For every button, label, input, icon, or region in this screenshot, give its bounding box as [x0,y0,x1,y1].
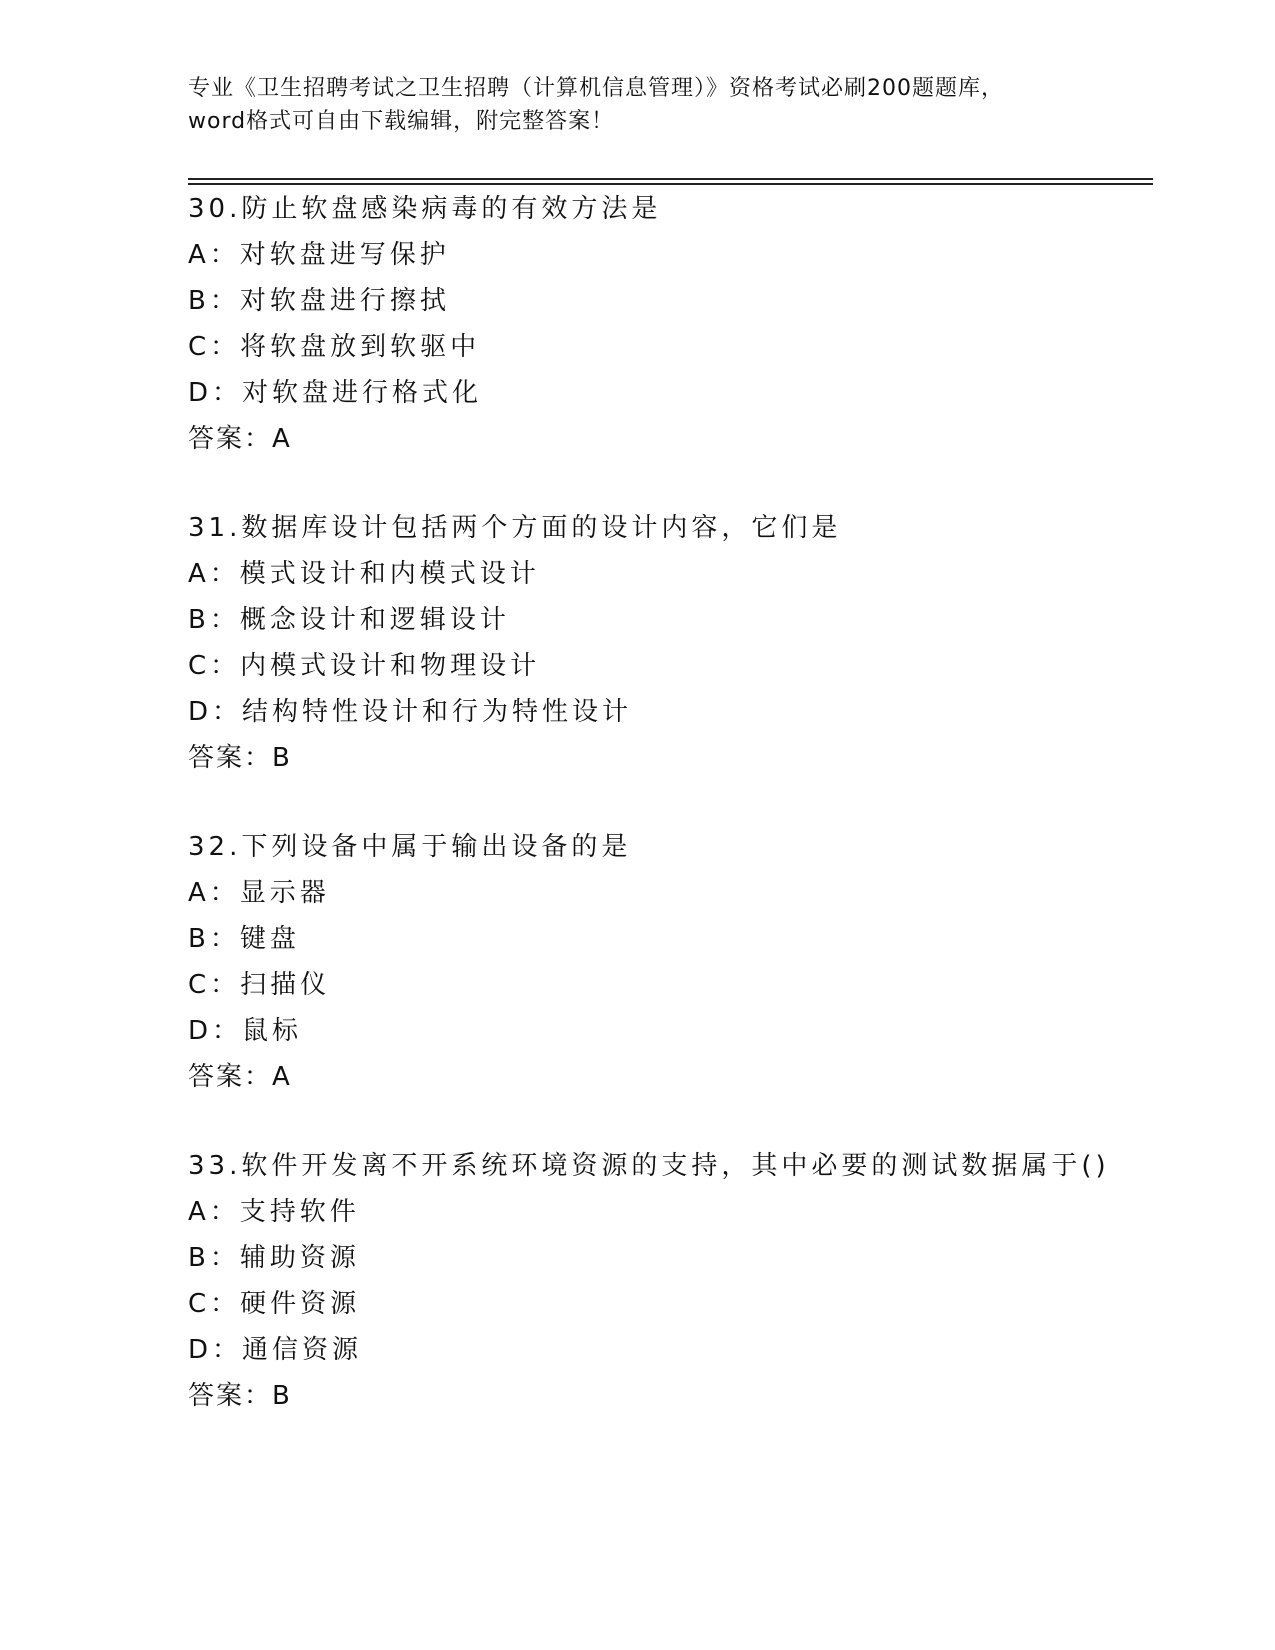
question-block [188,505,1188,781]
option-b: B：键盘 [188,924,300,954]
option-a: A：对软盘进写保护 [188,240,450,270]
question-block [188,186,1188,462]
header-line-2: word格式可自由下载编辑，附完整答案！ [188,109,615,134]
header-divider-top [188,178,1153,180]
option-a: A：模式设计和内模式设计 [188,559,540,589]
header-divider-bottom [188,183,1153,185]
option-b: B：对软盘进行擦拭 [188,286,450,316]
option-c: C：内模式设计和物理设计 [188,651,541,681]
question-stem: 33.软件开发离不开系统环境资源的支持，其中必要的测试数据属于() [188,1151,1110,1181]
option-b: B：概念设计和逻辑设计 [188,605,510,635]
option-d: D：对软盘进行格式化 [188,378,483,408]
option-d: D：鼠标 [188,1016,303,1046]
question-block [188,824,1188,1100]
question-stem: 32.下列设备中属于输出设备的是 [188,832,632,862]
option-a: A：显示器 [188,878,330,908]
question-block [188,1143,1188,1419]
option-b: B：辅助资源 [188,1243,360,1273]
option-d: D：通信资源 [188,1335,363,1365]
answer: 答案：B [188,743,292,773]
option-c: C：扫描仪 [188,970,331,1000]
answer: 答案：A [188,424,292,454]
document-header [188,72,1088,138]
answer: 答案：A [188,1062,292,1092]
option-d: D：结构特性设计和行为特性设计 [188,697,633,727]
answer: 答案：B [188,1381,292,1411]
option-a: A：支持软件 [188,1197,360,1227]
header-line-1: 专业《卫生招聘考试之卫生招聘（计算机信息管理）》资格考试必刷200题题库， [188,76,1004,101]
option-c: C：硬件资源 [188,1289,361,1319]
option-c: C：将软盘放到软驱中 [188,332,481,362]
question-stem: 30.防止软盘感染病毒的有效方法是 [188,194,662,224]
question-stem: 31.数据库设计包括两个方面的设计内容，它们是 [188,513,842,543]
